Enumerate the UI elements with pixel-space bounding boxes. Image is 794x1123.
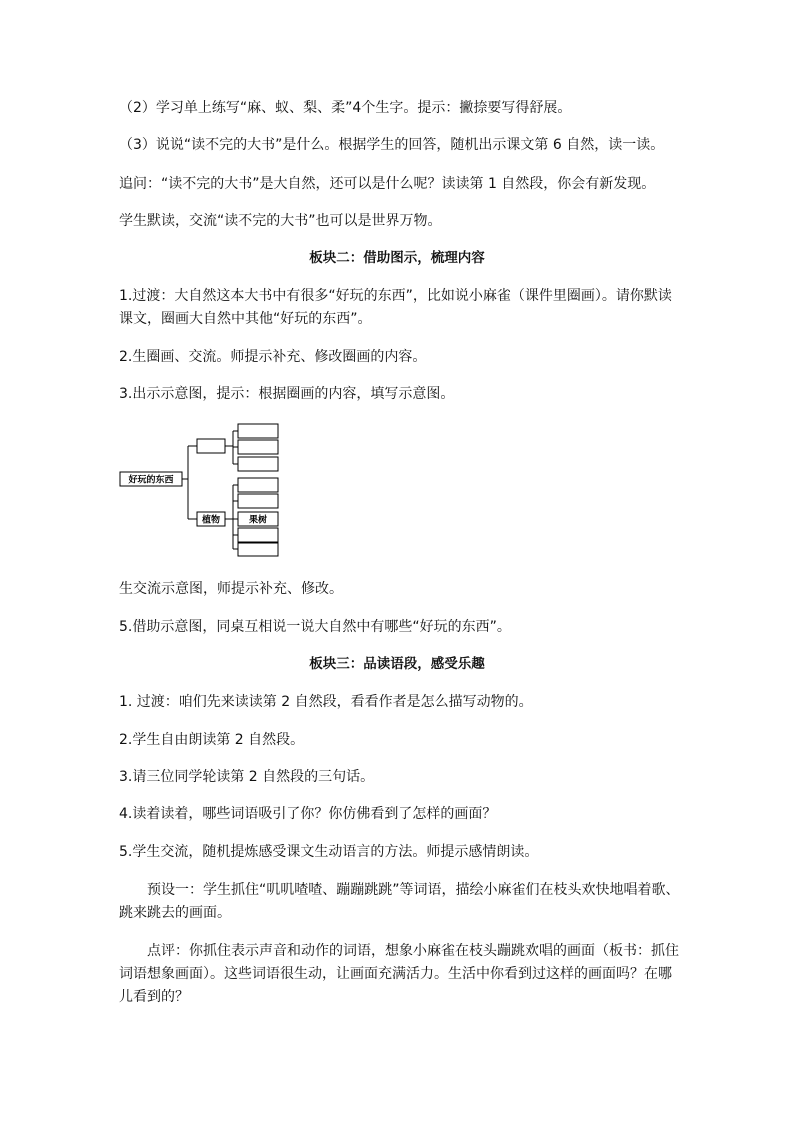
step-5-line: 5.借助示意图，同桌互相说一说大自然中有哪些“好玩的东西”。 bbox=[119, 619, 511, 635]
section-heading-2: 板块二：借助图示，梳理内容 bbox=[309, 250, 485, 266]
empty-leaf-box bbox=[238, 440, 278, 454]
step-1-line-b: 课文，圈画大自然中其他“好玩的东西”。 bbox=[119, 311, 372, 327]
b3-step-1-line: 1. 过渡：咱们先来读读第 2 自然段，看看作者是怎么描写动物的。 bbox=[119, 694, 533, 710]
empty-leaf-box bbox=[238, 478, 278, 492]
b3-step-2-line: 2.学生自由朗读第 2 自然段。 bbox=[119, 732, 305, 748]
mind-map-diagram bbox=[119, 420, 284, 560]
section-heading-3: 板块三：品读语段，感受乐趣 bbox=[309, 656, 485, 672]
comment-line-b: 词语想象画面）。这些词语很生动，让画面充满活力。生活中你看到过这样的画面吗？在哪 bbox=[119, 966, 672, 982]
b3-step-4-line: 4.读着读着，哪些词语吸引了你？你仿佛看到了怎样的画面？ bbox=[119, 806, 497, 822]
empty-leaf-box bbox=[238, 457, 278, 471]
empty-category-box bbox=[197, 439, 225, 453]
empty-leaf-box bbox=[238, 494, 278, 508]
step-4-line: 生交流示意图，师提示补充、修改。 bbox=[119, 581, 343, 597]
root-label: 好玩的东西 bbox=[128, 475, 174, 486]
step-2-line: 2.生圈画、交流。师提示补充、修改圈画的内容。 bbox=[119, 349, 427, 365]
task2-line: （2）学习单上练写“麻、蚁、梨、柔”4个生字。提示：撇捺要写得舒展。 bbox=[119, 100, 572, 116]
b3-step-3-line: 3.请三位同学轮读第 2 自然段的三句话。 bbox=[119, 769, 375, 785]
plant-label: 植物 bbox=[201, 515, 221, 526]
step-3-line: 3.出示示意图，提示：根据圈画的内容，填写示意图。 bbox=[119, 386, 455, 402]
step-1-line-a: 1.过渡：大自然这本大书中有很多“好玩的东西”，比如说小麻雀（课件里圈画）。请你默读 bbox=[119, 288, 672, 304]
comment-line-c: 儿看到的？ bbox=[119, 989, 189, 1005]
followup-question-line: 追问：“读不完的大书”是大自然，还可以是什么呢？读读第 1 自然段，你会有新发现。 bbox=[119, 176, 656, 192]
fruit-tree-label: 果树 bbox=[248, 515, 268, 526]
task3-line: （3）说说“读不完的大书”是什么。根据学生的回答，随机出示课文第 6 自然，读一读。 bbox=[119, 137, 665, 153]
comment-line-a: 点评：你抓住表示声音和动作的词语，想象小麻雀在枝头蹦跳欢唱的画面（板书：抓住 bbox=[147, 943, 679, 959]
b3-step-5-line: 5.学生交流，随机提炼感受课文生动语言的方法。师提示感情朗读。 bbox=[119, 844, 539, 860]
preset-line-b: 跳来跳去的画面。 bbox=[119, 905, 231, 921]
preset-line-a: 预设一：学生抓住“叽叽喳喳、蹦蹦跳跳”等词语，描绘小麻雀们在枝头欢快地唱着歌、 bbox=[147, 882, 680, 898]
empty-leaf-box bbox=[238, 424, 278, 438]
student-reading-line: 学生默读，交流“读不完的大书”也可以是世界万物。 bbox=[119, 213, 442, 229]
empty-leaf-box bbox=[238, 543, 278, 556]
empty-leaf-box bbox=[238, 528, 278, 542]
